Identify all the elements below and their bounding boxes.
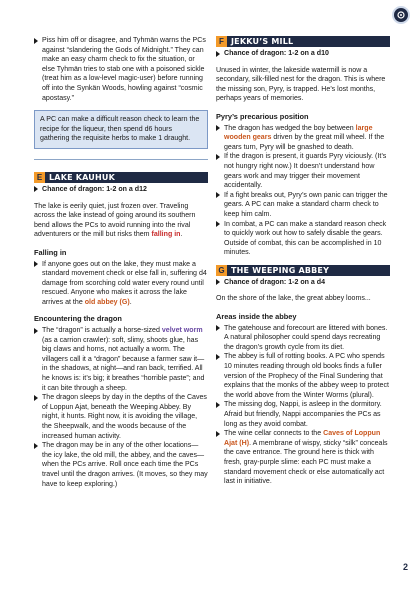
list-item: The “dragon” is actually a horse-sized velvet worm (as a carrion crawler): soft, slimy, shoots glue, has big claws and horns, not actually a worm. The villagers call it a “dragon” because a farmer saw it—in the shadows, at night—and ran back, terrified. All he knows is: it’s big; it breathes “horrible paste”; and it can bite through a sheep. [34,326,208,393]
list-item: Chance of dragon: 1-2 on a d12 [34,185,208,195]
list-item: If anyone goes out on the lake, they must make a standard movement check or else fall in, suffering d4 damage from scorching cold water every round until rescued. Anyone who makes it across the lake arrives at the old abbey (G). [34,260,208,308]
falling-list [34,260,208,308]
gear-emblem-icon [392,6,410,24]
triangle-bullet-icon [216,221,220,227]
paragraph: The lake is eerily quiet, just frozen over. Traveling across the lake instead of going around its southern bend allows the PCs to avoid running into the rival adventurers or the mill but risks them falling in. [34,202,196,239]
triangle-bullet-icon [216,431,220,437]
triangle-bullet-icon [34,38,38,44]
triangle-bullet-icon [216,51,220,57]
triangle-bullet-icon [216,125,220,131]
subheading: Pyry’s precarious position [216,111,309,121]
section-letter: G [216,265,227,276]
triangle-bullet-icon [216,192,220,198]
chance-list [216,49,390,59]
list-item: The dragon has wedged the boy between large wooden gears driven by the great mill wheel. If the gears turn, Pyry will be gnashed to death. [216,124,390,153]
paragraph: Unused in winter, the lakeside watermill is now a secondary, silk-filled nest for the dragon. This is where the missing son, Pyry, is trapped. He’s lost months, perhaps years of memories. [216,66,386,103]
section-header-mill [216,36,390,47]
subheading: Areas inside the abbey [216,312,297,322]
section-letter: F [216,36,227,47]
triangle-bullet-icon [34,328,38,334]
list-item: In combat, a PC can make a standard reason check to quickly work out how to safely disable the gears. Outside of combat, this can be accomplished in 10 minutes. [216,220,390,258]
triangle-bullet-icon [34,395,38,401]
list-item: Chance of dragon: 1-2 on a d4 [216,278,390,288]
page-number: 2 [402,562,408,572]
gear-emblem-graphic [396,10,406,20]
left-column [34,36,208,496]
section-letter: E [34,172,45,183]
section-title: LAKE KAUHUK [49,172,115,182]
callout-box [34,110,208,149]
section-title: JEKKU’S MILL [231,36,294,46]
list-item: The abbey is full of rotting books. A PC who spends 10 minutes reading through old books finds a fuller version of the Prophecy of the Final Sundering that explains that the monks of the abbey weep to protect the world above from the Winter Worms (plural). [216,352,390,400]
callout-text: A PC can make a difficult reason check to learn the recipe for the liqueur, then spend d6 hours gathering the requisite herbs to make 1 draught. [40,116,200,143]
section-title: THE WEEPING ABBEY [231,265,330,275]
list-item: Piss him off or disagree, and Tyhmän warns the PCs against “slandering the Gods of Midnight.” They can make an easy charm check to fix the situation, or else Tyhmän tries to stab one with a poisoned sickle (treat him as a low-level magic-user) before running off into the Synkän Woods, howling against “cosmic apostasy.” [34,36,208,103]
list-item: Chance of dragon: 1-2 on a d10 [216,49,390,59]
list-item: If the dragon is present, it guards Pyry viciously. (It’s not hungry right now.) It doesn’t understand how gears work and may trigger their movement accidentally. [216,152,390,190]
right-column [216,36,390,494]
triangle-bullet-icon [216,402,220,408]
precarious-list [216,124,390,258]
section-divider [34,159,208,160]
chance-list [34,185,208,195]
triangle-bullet-icon [34,186,38,192]
triangle-bullet-icon [216,354,220,360]
paragraph: On the shore of the lake, the great abbey looms... [216,295,371,303]
chance-list [216,278,390,288]
list-item: The missing dog, Nappi, is asleep in the dormitory. Afraid but friendly, Nappi accompanies the PCs as long as they avoid combat. [216,400,390,429]
subheading: Falling in [34,247,67,257]
triangle-bullet-icon [34,261,38,267]
list-item: The wine cellar connects to the Caves of Loppun Ajat (H). A membrane of wispy, sticky “silk” conceals the cave entrance. The ground here is thick with fresh, gray-purple slime: each PC must make a standard movement check or else automatically act last in initiative. [216,429,390,487]
list-item: The gatehouse and forecourt are littered with bones. A natural philosopher could spend days recreating the dragon’s growth cycle from its diet. [216,324,390,353]
triangle-bullet-icon [216,154,220,160]
section-header-abbey [216,265,390,276]
triangle-bullet-icon [216,325,220,331]
encounter-list [34,326,208,489]
list-item: The dragon sleeps by day in the depths of the Caves of Loppun Ajat, beneath the Weeping Abbey. By night, it hunts. Right now, it is avoiding the village, the Sheepwalk, and the woods because of the increased human activity. [34,393,208,441]
subheading: Encountering the dragon [34,314,122,324]
triangle-bullet-icon [216,279,220,285]
areas-list [216,324,390,487]
list-item: If a fight breaks out, Pyry’s own panic can trigger the gears. A PC can make a standard charm check to keep him calm. [216,191,390,220]
section-header-lake [34,172,208,183]
list-item: The dragon may be in any of the other locations—the icy lake, the old mill, the abbey, and the caves—when the PCs arrive. Roll once each time the PCs travel until the dragon arrives. (It moves, so they may have to keep exploring.) [34,441,208,489]
intro-list [34,36,208,103]
triangle-bullet-icon [34,443,38,449]
